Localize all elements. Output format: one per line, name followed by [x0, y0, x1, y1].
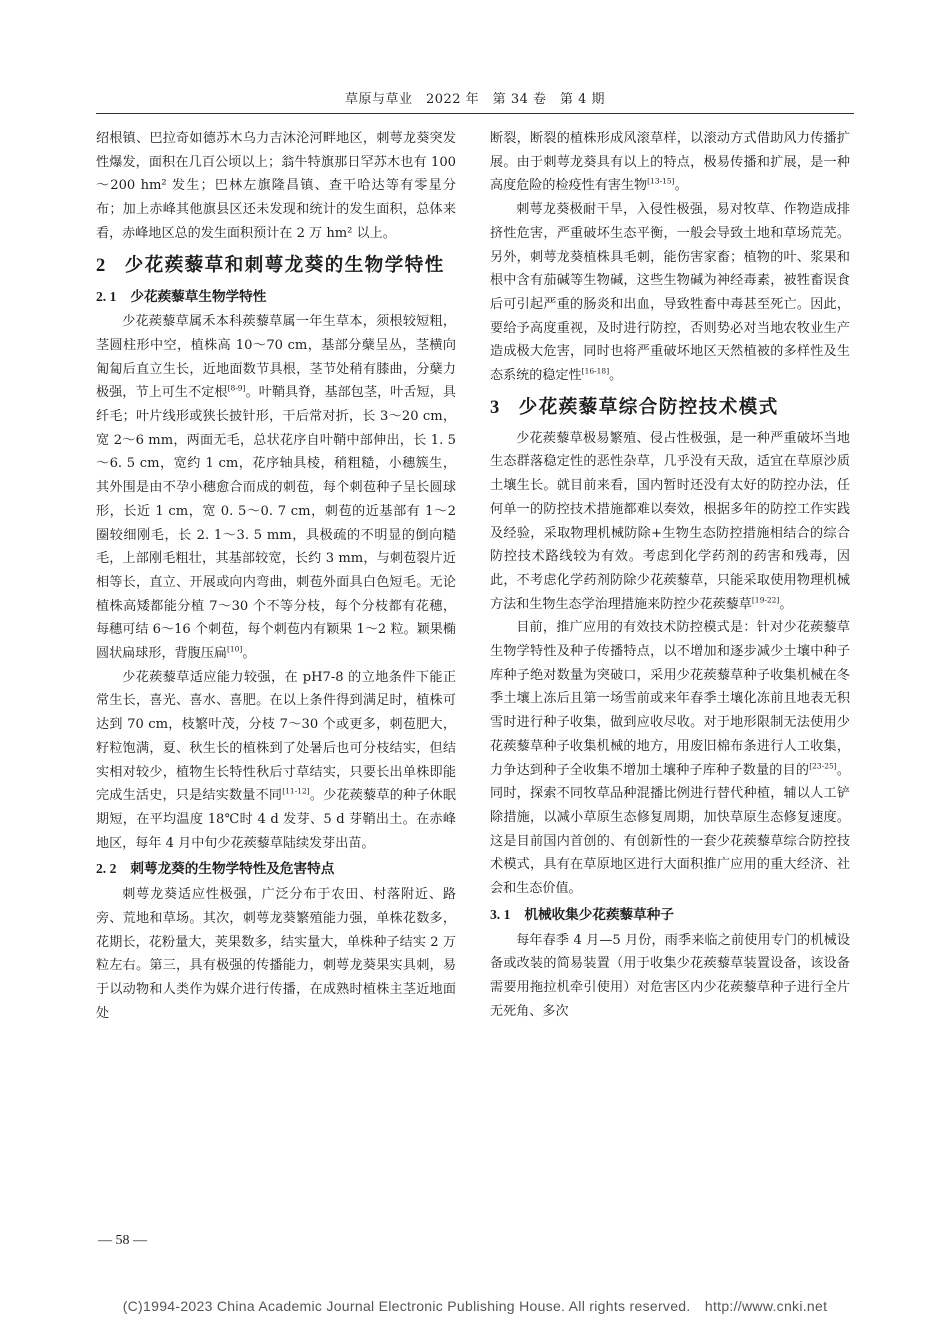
subsection-number: 2. 1 [96, 288, 117, 304]
paragraph [96, 666, 456, 856]
section-3-heading [490, 393, 850, 423]
left-column [96, 127, 456, 1025]
subsection-title: 少花蒺藜草生物学特性 [130, 288, 267, 305]
text-run: 刺萼龙葵极耐干旱，入侵性极强，易对牧草、作物造成排挤性危害，严重破坏生态平衡，一般会导致土地和草场荒芜。另外，刺萼龙葵植株具毛刺，能伤害家畜；植物的叶、浆果和根中含有茄碱等生物碱，这些生物碱为神经毒素，被牲畜误食后可引起严重的肠炎和出血，导致牲畜中毒甚至死亡。因此，要给予高度重视，及时进行防控，否则势必对当地农牧业生产造成极大危害，同时也将严重破坏地区天然植被的多样性及生态系统的稳定性 [490, 202, 850, 384]
section-number: 3 [490, 397, 501, 418]
text-run: 目前，推广应用的有效技术防控模式是：针对少花蒺藜草生物学特性及种子传播特点，以不增加和逐步减少土壤中种子库种子绝对数量为突破口，采用少花蒺藜草种子收集机械在冬季土壤上冻后且第一场雪前或来年春季土壤化冻前且地表无积雪时进行种子收集，做到应收尽收。对于地形限制无法使用少花蒺藜草种子收集机械的地方，用废旧棉布条进行人工收集，力争达到种子全收集不增加土壤种子库种子数量的目的 [490, 620, 850, 778]
text-run: 断裂，断裂的植株形成风滚草样，以滚动方式借助风力传播扩展。由于刺萼龙葵具有以上的特点，极易传播和扩展，是一种高度危险的检疫性有害生物 [490, 131, 850, 194]
footer-copyright: (C)1994-2023 China Academic Journal Electronic Publishing House. All rights reserved. http://www.cnki.net [122, 1298, 828, 1314]
paragraph [490, 616, 850, 900]
section-number: 2 [96, 255, 107, 276]
paragraph-continued [490, 127, 850, 198]
page-number: — 58 — [98, 1233, 147, 1248]
citation: [11-12] [282, 786, 310, 796]
right-column [490, 127, 850, 1023]
paragraph: 刺萼龙葵适应性极强，广泛分布于农田、村落附近、路旁、荒地和草场。其次，刺萼龙葵繁殖能力强，单株花数多，花期长，花粉量大，荚果数多，结实量大，单株种子结实 2 万粒左右。第三，具有极强的传播能力，刺萼龙葵果实具刺，易于以动物和人类作为媒介进行传播，在成熟时植株主茎近地面处 [96, 887, 456, 1021]
text-run: 。叶鞘具脊，基部包茎，叶舌短，具纤毛；叶片线形或狭长披针形，干后常对折，长 3～20 cm，宽 2～6 mm，两面无毛，总状花序自叶鞘中部伸出，长 1. 5～6. 5 cm，宽约 1 cm，花序轴具棱，稍粗糙，小穗簇生，其外围是由不孕小穗愈合而成的刺苞，每个刺苞种子呈长圆球形，长近 1 cm，宽 0. 5～0. 7 cm，刺苞的近基部有 1～2 圈较细刚毛，长 2. 1～3. 5 mm，具极疏的不明显的倒向糙毛，上部刚毛粗壮，其基部较宽，长约 3 mm，与刺苞裂片近相等长，直立、开展或向内弯曲，刺苞外面具白色短毛。无论植株高矮都能分植 7～30 个不等分枝，每个分枝都有花穗，每穗可结 6～16 个刺苞，每个刺苞内有颖果 1～2 粒。颖果椭圆状扁球形，背腹压扁 [96, 385, 456, 662]
paragraph-intro: 绍根镇、巴拉奇如德苏木乌力吉沐沦河畔地区，刺萼龙葵突发性爆发，面积在几百公顷以上；翁牛特旗那日罕苏木也有 100～200 hm² 发生；巴林左旗隆昌镇、查干哈达等有零星分布；加上赤峰其他旗县区还未发现和统计的发生面积，总体来看，赤峰地区总的发生面积预计在 2 万 hm² 以上。 [96, 131, 456, 241]
citation: [10] [226, 644, 243, 654]
text-run: 。 [609, 368, 623, 384]
section-title: 少花蒺藜草综合防控技术模式 [518, 396, 779, 418]
paragraph [96, 310, 456, 666]
subsection-2-1-heading [96, 285, 456, 310]
subsection-title: 机械收集少花蒺藜草种子 [524, 906, 674, 923]
paragraph [490, 427, 850, 617]
section-title: 少花蒺藜草和刺萼龙葵的生物学特性 [124, 254, 445, 276]
text-run: 。 [242, 646, 256, 662]
citation: [23-25] [809, 761, 837, 771]
subsection-number: 3. 1 [490, 906, 511, 922]
subsection-number: 2. 2 [96, 861, 117, 877]
subsection-3-1-heading [490, 903, 850, 928]
citation: [16-18] [581, 366, 610, 376]
section-2-heading [96, 251, 456, 281]
text-run: 少花蒺藜草极易繁殖、侵占性极强，是一种严重破坏当地生态群落稳定性的恶性杂草，几乎没有天敌，适宜在草原沙质土壤生长。就目前来看，国内暂时还没有太好的防控办法，任何单一的防控技术措施都难以奏效，根据多年的防控工作实践及经验，采取物理机械防除+生物生态防控措施相结合的综合防控技术路线较为有效。考虑到化学药剂的药害和残毒，因此，不考虑化学药剂防除少花蒺藜草，只能采取使用物理机械方法和生物生态学治理措施来防控少花蒺藜草 [490, 430, 850, 612]
text-run: 。少花蒺藜草的种子休眠期短，在平均温度 18℃时 4 d 发芽、5 d 芽鞘出土。在赤峰地区，每年 4 月中旬少花蒺藜草陆续发芽出苗。 [96, 788, 457, 851]
text-run: 少花蒺藜草属禾本科蒺藜草属一年生草本，须根较短粗，茎圆柱形中空，植株高 10～70 cm，基部分蘖呈丛，茎横向匍匐后直立生长，近地面数节具根，茎节处稍有膝曲，分蘖力极强，节上可生不定根 [96, 314, 456, 401]
subsection-title: 刺萼龙葵的生物学特性及危害特点 [130, 861, 335, 878]
header-rule [96, 113, 854, 114]
text-run: 。同时，探索不同牧草品种混播比例进行替代种植，辅以人工铲除措施，以减小草原生态修复周期，加快草原生态修复速度。这是目前国内首创的、有创新性的一套少花蒺藜草综合防控技术模式，具有在草原地区进行大面积推广应用的重大经济、社会和生态价值。 [490, 762, 851, 897]
paragraph: 每年春季 4 月—5 月份，雨季来临之前使用专门的机械设备或改装的简易装置（用于收集少花蒺藜草装置设备，该设备需要用拖拉机牵引使用）对危害区内少花蒺藜草种子进行全片无死角、多次 [490, 932, 850, 1019]
citation: [19-22] [751, 595, 780, 605]
citation: [8-9] [227, 383, 246, 393]
text-run: 。 [674, 178, 688, 194]
text-run: 少花蒺藜草适应能力较强，在 pH7-8 的立地条件下能正常生长，喜光、喜水、喜肥。在以上条件得到满足时，植株可达到 70 cm，枝繁叶茂，分枝 7～30 个或更多，刺苞肥大，籽粒饱满，夏、秋生长的植株到了处暑后也可分枝结实，但结实相对较少，植物生长特性秋后寸草结实，只要长出单株即能完成生活史，只是结实数量不同 [96, 669, 456, 804]
paragraph [490, 198, 850, 388]
citation: [13-15] [647, 177, 675, 187]
text-run: 。 [779, 596, 793, 612]
running-header: 草原与草业 2022 年 第 34 卷 第 4 期 [344, 92, 606, 107]
subsection-2-2-heading [96, 857, 456, 882]
